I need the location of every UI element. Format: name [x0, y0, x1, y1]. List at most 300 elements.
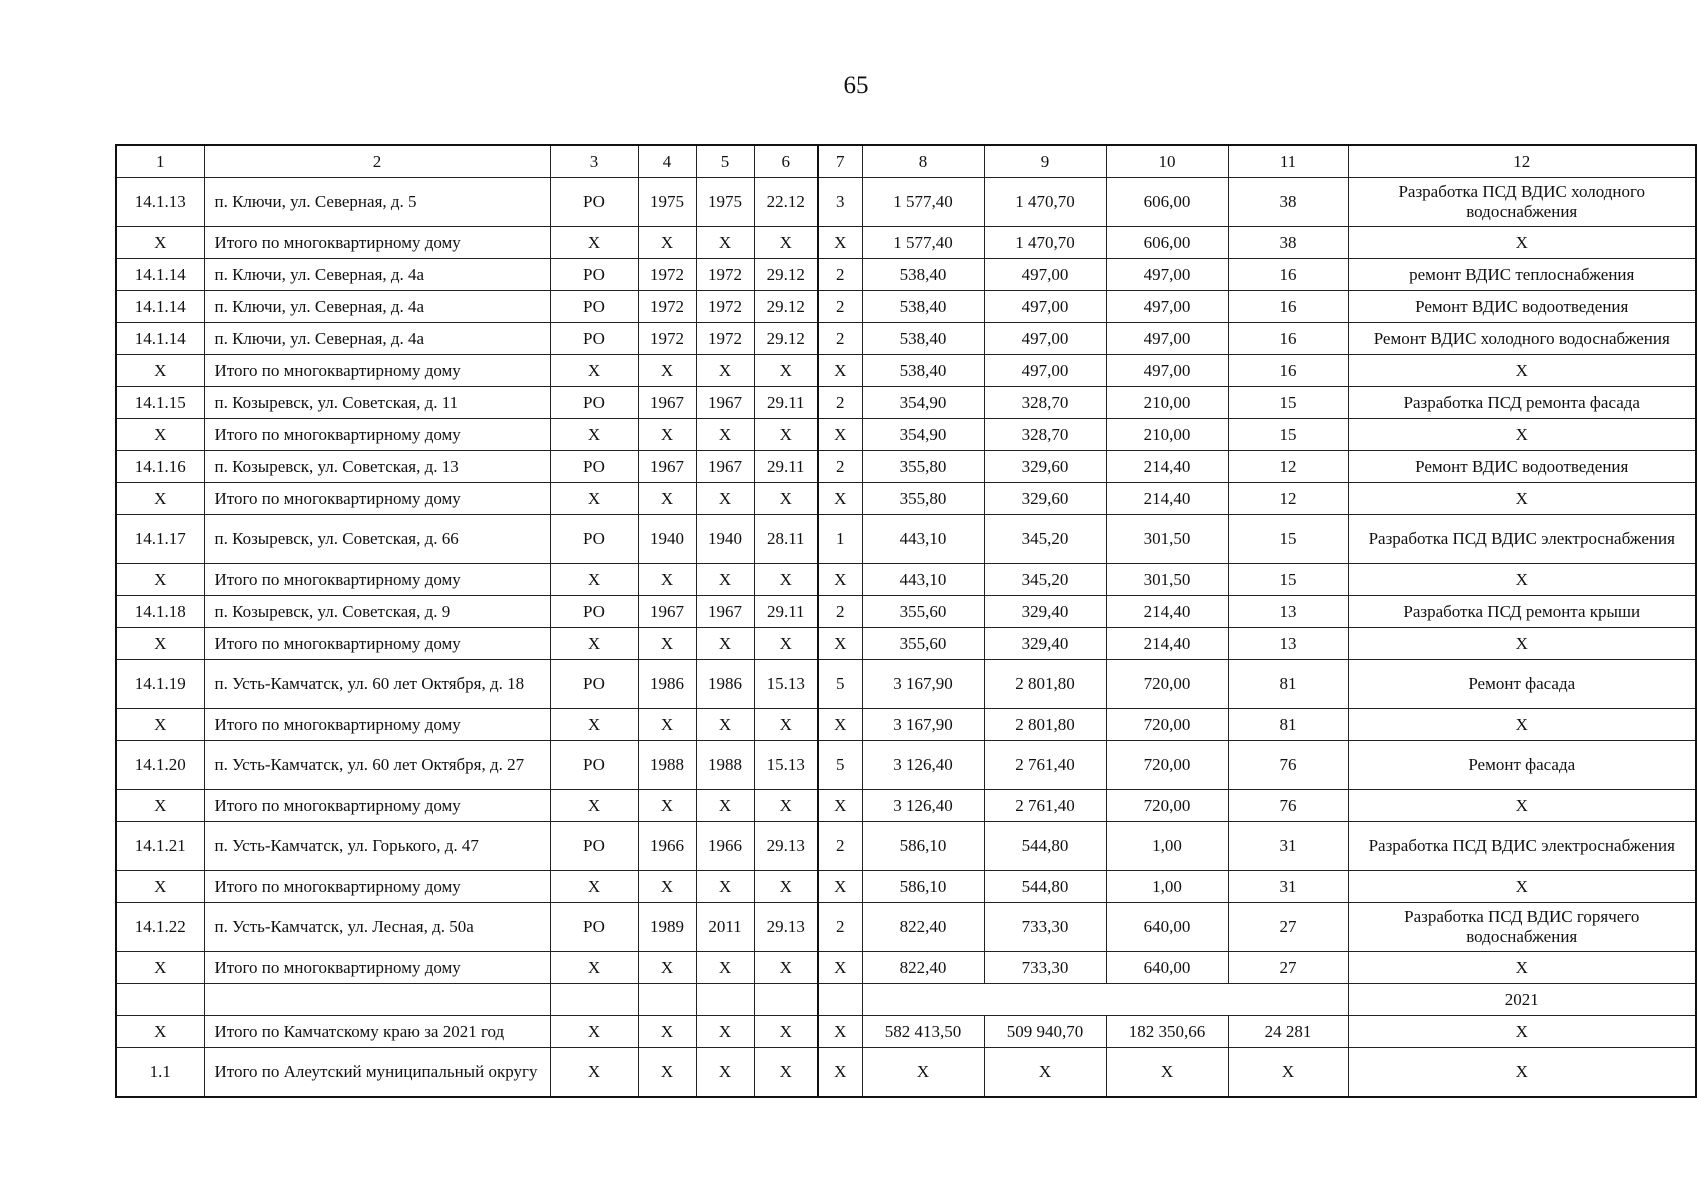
- cell-work-type: Х: [1348, 483, 1696, 515]
- header-cell-7: 7: [818, 145, 862, 178]
- cell-year-built: 1975: [638, 178, 696, 227]
- cell-area-total: 355,60: [862, 628, 984, 660]
- cell-address: Итого по многоквартирному дому: [204, 564, 550, 596]
- cell-num: Х: [116, 483, 204, 515]
- cell-date: Х: [754, 628, 818, 660]
- cell-work-type: Разработка ПСД ВДИС электроснабжения: [1348, 822, 1696, 871]
- table-row: [116, 596, 1696, 628]
- cell-address: Итого по многоквартирному дому: [204, 227, 550, 259]
- header-cell-11: 11: [1228, 145, 1348, 178]
- cell-area-common: 640,00: [1106, 952, 1228, 984]
- cell-area-total: 354,90: [862, 419, 984, 451]
- cell-work-type: Ремонт ВДИС водоотведения: [1348, 451, 1696, 483]
- cell-residents: 24 281: [1228, 1016, 1348, 1048]
- cell-floors: Х: [818, 355, 862, 387]
- cell-residents: 27: [1228, 952, 1348, 984]
- cell-type: [550, 984, 638, 1016]
- cell-residents: 12: [1228, 483, 1348, 515]
- cell-area-total: 822,40: [862, 952, 984, 984]
- table-row: [116, 741, 1696, 790]
- cell-year-commission: Х: [696, 355, 754, 387]
- cell-year-built: Х: [638, 1016, 696, 1048]
- cell-address: п. Козыревск, ул. Советская, д. 66: [204, 515, 550, 564]
- cell-type: Х: [550, 952, 638, 984]
- cell-area-common: Х: [1106, 1048, 1228, 1098]
- cell-area-total: 355,60: [862, 596, 984, 628]
- cell-num: Х: [116, 952, 204, 984]
- cell-type: Х: [550, 355, 638, 387]
- cell-num: 14.1.14: [116, 259, 204, 291]
- cell-area-common: 214,40: [1106, 596, 1228, 628]
- cell-area-living: 497,00: [984, 323, 1106, 355]
- cell-residents: 76: [1228, 741, 1348, 790]
- cell-address: п. Усть-Камчатск, ул. Лесная, д. 50а: [204, 903, 550, 952]
- cell-year-commission: Х: [696, 419, 754, 451]
- header-cell-1: 1: [116, 145, 204, 178]
- cell-num: 14.1.19: [116, 660, 204, 709]
- cell-floors: 5: [818, 741, 862, 790]
- cell-address: п. Усть-Камчатск, ул. 60 лет Октября, д. 27: [204, 741, 550, 790]
- cell-area-common: 1,00: [1106, 822, 1228, 871]
- cell-num: Х: [116, 564, 204, 596]
- header-cell-10: 10: [1106, 145, 1228, 178]
- cell-address: п. Усть-Камчатск, ул. Горького, д. 47: [204, 822, 550, 871]
- cell-area-common: 301,50: [1106, 515, 1228, 564]
- cell-area-common: 210,00: [1106, 419, 1228, 451]
- cell-work-type: Разработка ПСД ВДИС горячего водоснабжения: [1348, 903, 1696, 952]
- cell-area-living: 328,70: [984, 387, 1106, 419]
- cell-area-living: 345,20: [984, 564, 1106, 596]
- cell-work-type: Х: [1348, 355, 1696, 387]
- cell-area-total: 822,40: [862, 903, 984, 952]
- cell-work-type: Разработка ПСД ВДИС холодного водоснабжения: [1348, 178, 1696, 227]
- header-cell-6: 6: [754, 145, 818, 178]
- cell-year-commission: 1972: [696, 259, 754, 291]
- cell-work-type: Разработка ПСД ВДИС электроснабжения: [1348, 515, 1696, 564]
- cell-year-commission: [696, 984, 754, 1016]
- cell-year-built: Х: [638, 227, 696, 259]
- cell-year-commission: Х: [696, 952, 754, 984]
- cell-year-built: 1972: [638, 323, 696, 355]
- cell-date: 29.13: [754, 903, 818, 952]
- cell-year-built: Х: [638, 564, 696, 596]
- table-row: [116, 227, 1696, 259]
- cell-date: Х: [754, 709, 818, 741]
- cell-work-type: Ремонт фасада: [1348, 660, 1696, 709]
- cell-year-built: Х: [638, 709, 696, 741]
- cell-floors: 2: [818, 323, 862, 355]
- cell-date: Х: [754, 564, 818, 596]
- header-cell-5: 5: [696, 145, 754, 178]
- cell-area-living: 329,60: [984, 483, 1106, 515]
- cell-num: 14.1.14: [116, 291, 204, 323]
- cell-work-type: Х: [1348, 709, 1696, 741]
- cell-area-common: 720,00: [1106, 709, 1228, 741]
- cell-floors: Х: [818, 871, 862, 903]
- cell-type: РО: [550, 451, 638, 483]
- cell-type: РО: [550, 903, 638, 952]
- cell-date: 29.12: [754, 323, 818, 355]
- cell-floors: Х: [818, 1048, 862, 1098]
- cell-area-living: 544,80: [984, 822, 1106, 871]
- cell-num: 14.1.22: [116, 903, 204, 952]
- cell-floors: 1: [818, 515, 862, 564]
- cell-num: [116, 984, 204, 1016]
- cell-address: Итого по многоквартирному дому: [204, 355, 550, 387]
- cell-year-commission: 1967: [696, 596, 754, 628]
- header-cell-8: 8: [862, 145, 984, 178]
- cell-num: Х: [116, 355, 204, 387]
- cell-residents: 81: [1228, 660, 1348, 709]
- cell-work-type: Ремонт ВДИС водоотведения: [1348, 291, 1696, 323]
- cell-date: 29.12: [754, 291, 818, 323]
- cell-residents: 76: [1228, 790, 1348, 822]
- cell-work-type: Х: [1348, 1048, 1696, 1098]
- cell-work-type: Разработка ПСД ремонта крыши: [1348, 596, 1696, 628]
- cell-num: Х: [116, 871, 204, 903]
- cell-num: 14.1.17: [116, 515, 204, 564]
- cell-area-living: 1 470,70: [984, 178, 1106, 227]
- cell-residents: 27: [1228, 903, 1348, 952]
- cell-year-built: 1967: [638, 596, 696, 628]
- cell-year-commission: Х: [696, 871, 754, 903]
- cell-area-living: 1 470,70: [984, 227, 1106, 259]
- cell-year-commission: 1966: [696, 822, 754, 871]
- cell-area-total: 538,40: [862, 291, 984, 323]
- cell-year-built: 1966: [638, 822, 696, 871]
- cell-area-total: 538,40: [862, 323, 984, 355]
- cell-num: 14.1.13: [116, 178, 204, 227]
- cell-year-commission: 1967: [696, 451, 754, 483]
- header-cell-12: 12: [1348, 145, 1696, 178]
- cell-area-total: 538,40: [862, 259, 984, 291]
- cell-area-living: Х: [984, 1048, 1106, 1098]
- cell-date: Х: [754, 419, 818, 451]
- cell-year-built: 1988: [638, 741, 696, 790]
- cell-num: 14.1.21: [116, 822, 204, 871]
- cell-year-built: Х: [638, 952, 696, 984]
- page-number: 65: [843, 72, 869, 99]
- cell-address: п. Ключи, ул. Северная, д. 4а: [204, 291, 550, 323]
- cell-num: Х: [116, 628, 204, 660]
- cell-year-commission: Х: [696, 628, 754, 660]
- cell-date: Х: [754, 355, 818, 387]
- cell-residents: 15: [1228, 387, 1348, 419]
- cell-area-total: 582 413,50: [862, 1016, 984, 1048]
- cell-residents: 13: [1228, 628, 1348, 660]
- cell-year: 2021: [1348, 984, 1696, 1016]
- cell-work-type: Разработка ПСД ремонта фасада: [1348, 387, 1696, 419]
- cell-area-common: 640,00: [1106, 903, 1228, 952]
- cell-area-total: 355,80: [862, 483, 984, 515]
- cell-year-built: Х: [638, 790, 696, 822]
- cell-work-type: Х: [1348, 1016, 1696, 1048]
- cell-residents: 16: [1228, 355, 1348, 387]
- cell-type: РО: [550, 596, 638, 628]
- cell-floors: 2: [818, 387, 862, 419]
- cell-area-living: 329,60: [984, 451, 1106, 483]
- cell-address: Итого по многоквартирному дому: [204, 628, 550, 660]
- cell-year-built: 1986: [638, 660, 696, 709]
- cell-address: Итого по многоквартирному дому: [204, 419, 550, 451]
- table-row: [116, 660, 1696, 709]
- cell-area-living: 497,00: [984, 259, 1106, 291]
- table-row: [116, 259, 1696, 291]
- cell-type: РО: [550, 387, 638, 419]
- cell-date: 29.13: [754, 822, 818, 871]
- cell-date: 29.11: [754, 596, 818, 628]
- cell-residents: 38: [1228, 178, 1348, 227]
- cell-area-common: 606,00: [1106, 178, 1228, 227]
- table-row: [116, 903, 1696, 952]
- table-row: [116, 178, 1696, 227]
- cell-area-total: 1 577,40: [862, 178, 984, 227]
- cell-address: п. Ключи, ул. Северная, д. 4а: [204, 323, 550, 355]
- cell-area-total: 3 167,90: [862, 709, 984, 741]
- cell-year-built: Х: [638, 628, 696, 660]
- table-row: [116, 709, 1696, 741]
- cell-year-built: [638, 984, 696, 1016]
- header-row: [116, 145, 1696, 178]
- cell-address: Итого по многоквартирному дому: [204, 871, 550, 903]
- cell-work-type: Х: [1348, 952, 1696, 984]
- cell-type: РО: [550, 291, 638, 323]
- cell-area-common: 720,00: [1106, 741, 1228, 790]
- cell-area-living: 509 940,70: [984, 1016, 1106, 1048]
- header-cell-4: 4: [638, 145, 696, 178]
- cell-area-common: 214,40: [1106, 628, 1228, 660]
- housing-program-table: [115, 144, 1697, 1098]
- cell-floors: [818, 984, 862, 1016]
- cell-area-common: 214,40: [1106, 483, 1228, 515]
- cell-address: Итого по многоквартирному дому: [204, 483, 550, 515]
- cell-floors: Х: [818, 709, 862, 741]
- cell-year-commission: 1972: [696, 323, 754, 355]
- cell-year-commission: Х: [696, 227, 754, 259]
- table-row: [116, 564, 1696, 596]
- table-row: [116, 984, 1696, 1016]
- cell-type: Х: [550, 709, 638, 741]
- cell-date: 15.13: [754, 660, 818, 709]
- cell-area-common: 497,00: [1106, 355, 1228, 387]
- cell-area-total: 3 167,90: [862, 660, 984, 709]
- cell-type: РО: [550, 259, 638, 291]
- cell-address: п. Козыревск, ул. Советская, д. 9: [204, 596, 550, 628]
- cell-residents: 16: [1228, 259, 1348, 291]
- cell-floors: 5: [818, 660, 862, 709]
- cell-num: Х: [116, 709, 204, 741]
- cell-residents: 13: [1228, 596, 1348, 628]
- cell-year-built: Х: [638, 419, 696, 451]
- cell-work-type: Х: [1348, 227, 1696, 259]
- cell-area-living: 733,30: [984, 903, 1106, 952]
- cell-type: РО: [550, 178, 638, 227]
- cell-type: Х: [550, 628, 638, 660]
- cell-num: 14.1.16: [116, 451, 204, 483]
- table-row: [116, 822, 1696, 871]
- cell-address: п. Ключи, ул. Северная, д. 4а: [204, 259, 550, 291]
- cell-date: 29.11: [754, 387, 818, 419]
- cell-type: РО: [550, 822, 638, 871]
- cell-area-common: 301,50: [1106, 564, 1228, 596]
- cell-area-living: 2 801,80: [984, 660, 1106, 709]
- cell-year-commission: Х: [696, 564, 754, 596]
- cell-area-total: 538,40: [862, 355, 984, 387]
- cell-area-living: 329,40: [984, 628, 1106, 660]
- cell-year-built: 1940: [638, 515, 696, 564]
- cell-year-commission: Х: [696, 790, 754, 822]
- cell-type: Х: [550, 1016, 638, 1048]
- cell-residents: 15: [1228, 515, 1348, 564]
- cell-num: 1.1: [116, 1048, 204, 1098]
- cell-residents: 31: [1228, 822, 1348, 871]
- cell-address: Итого по многоквартирному дому: [204, 790, 550, 822]
- cell-type: Х: [550, 483, 638, 515]
- cell-address: п. Козыревск, ул. Советская, д. 13: [204, 451, 550, 483]
- cell-area-common: 182 350,66: [1106, 1016, 1228, 1048]
- cell-year-built: Х: [638, 871, 696, 903]
- header-cell-3: 3: [550, 145, 638, 178]
- cell-area-common: 497,00: [1106, 259, 1228, 291]
- cell-work-type: Х: [1348, 790, 1696, 822]
- cell-area-total: 443,10: [862, 515, 984, 564]
- cell-work-type: Ремонт ВДИС холодного водоснабжения: [1348, 323, 1696, 355]
- cell-year-commission: Х: [696, 1048, 754, 1098]
- cell-area-common: 497,00: [1106, 323, 1228, 355]
- cell-area-common: 720,00: [1106, 660, 1228, 709]
- cell-num: 14.1.18: [116, 596, 204, 628]
- cell-year-commission: 1967: [696, 387, 754, 419]
- cell-residents: Х: [1228, 1048, 1348, 1098]
- cell-num: Х: [116, 1016, 204, 1048]
- header-cell-2: 2: [204, 145, 550, 178]
- cell-residents: 81: [1228, 709, 1348, 741]
- cell-year-commission: 1988: [696, 741, 754, 790]
- cell-num: Х: [116, 419, 204, 451]
- cell-floors: Х: [818, 952, 862, 984]
- cell-year-built: Х: [638, 1048, 696, 1098]
- cell-area-common: 210,00: [1106, 387, 1228, 419]
- cell-floors: Х: [818, 419, 862, 451]
- cell-address: [204, 984, 550, 1016]
- cell-floors: 3: [818, 178, 862, 227]
- table-row: [116, 871, 1696, 903]
- cell-area-living: 497,00: [984, 291, 1106, 323]
- cell-work-type: Х: [1348, 628, 1696, 660]
- cell-type: РО: [550, 660, 638, 709]
- cell-floors: Х: [818, 628, 862, 660]
- cell-area-total: 1 577,40: [862, 227, 984, 259]
- table-row: [116, 323, 1696, 355]
- cell-type: РО: [550, 741, 638, 790]
- cell-address: Итого по Алеутский муниципальный округу: [204, 1048, 550, 1098]
- cell-area-living: 2 761,40: [984, 790, 1106, 822]
- cell-area-total: 3 126,40: [862, 741, 984, 790]
- cell-address: Итого по многоквартирному дому: [204, 709, 550, 741]
- cell-date: 29.11: [754, 451, 818, 483]
- cell-year-commission: 1986: [696, 660, 754, 709]
- cell-area-total: 354,90: [862, 387, 984, 419]
- cell-floors: 2: [818, 259, 862, 291]
- cell-year-commission: 1972: [696, 291, 754, 323]
- cell-date: Х: [754, 871, 818, 903]
- cell-area-total: 355,80: [862, 451, 984, 483]
- table-row: [116, 628, 1696, 660]
- cell-residents: 12: [1228, 451, 1348, 483]
- cell-type: Х: [550, 419, 638, 451]
- cell-residents: 16: [1228, 323, 1348, 355]
- cell-floors: 2: [818, 291, 862, 323]
- cell-work-type: Х: [1348, 564, 1696, 596]
- header-cell-9: 9: [984, 145, 1106, 178]
- cell-floors: Х: [818, 790, 862, 822]
- cell-date: Х: [754, 227, 818, 259]
- cell-address: п. Усть-Камчатск, ул. 60 лет Октября, д. 18: [204, 660, 550, 709]
- cell-area-living: 2 801,80: [984, 709, 1106, 741]
- cell-work-type: Ремонт фасада: [1348, 741, 1696, 790]
- cell-date: Х: [754, 483, 818, 515]
- cell-floors: 2: [818, 451, 862, 483]
- cell-area-common: 1,00: [1106, 871, 1228, 903]
- cell-residents: 15: [1228, 564, 1348, 596]
- cell-year-commission: Х: [696, 709, 754, 741]
- cell-floors: Х: [818, 483, 862, 515]
- cell-num: Х: [116, 790, 204, 822]
- cell-year-built: 1967: [638, 451, 696, 483]
- cell-date: Х: [754, 1048, 818, 1098]
- cell-floors: 2: [818, 903, 862, 952]
- cell-area-common: 606,00: [1106, 227, 1228, 259]
- cell-area-total: 586,10: [862, 871, 984, 903]
- cell-num: Х: [116, 227, 204, 259]
- cell-year-built: 1972: [638, 259, 696, 291]
- cell-work-type: Х: [1348, 419, 1696, 451]
- cell-area-total: Х: [862, 1048, 984, 1098]
- cell-year-built: 1989: [638, 903, 696, 952]
- cell-residents: 38: [1228, 227, 1348, 259]
- cell-area-living: 345,20: [984, 515, 1106, 564]
- cell-area-living: 733,30: [984, 952, 1106, 984]
- cell-year-built: Х: [638, 483, 696, 515]
- cell-floors: Х: [818, 1016, 862, 1048]
- cell-date: 22.12: [754, 178, 818, 227]
- cell-area-living: 2 761,40: [984, 741, 1106, 790]
- cell-year-built: 1967: [638, 387, 696, 419]
- table-row: [116, 419, 1696, 451]
- cell-floors: 2: [818, 822, 862, 871]
- table-row: [116, 483, 1696, 515]
- cell-year-built: Х: [638, 355, 696, 387]
- cell-area-total: 3 126,40: [862, 790, 984, 822]
- cell-floors: Х: [818, 227, 862, 259]
- table-row: [116, 355, 1696, 387]
- cell-residents: 15: [1228, 419, 1348, 451]
- cell-address: Итого по Камчатскому краю за 2021 год: [204, 1016, 550, 1048]
- cell-date: 15.13: [754, 741, 818, 790]
- cell-date: [754, 984, 818, 1016]
- table-row: [116, 451, 1696, 483]
- cell-type: Х: [550, 1048, 638, 1098]
- cell-area-living: 497,00: [984, 355, 1106, 387]
- cell-area-living: 329,40: [984, 596, 1106, 628]
- cell-year-commission: Х: [696, 483, 754, 515]
- cell-num: 14.1.15: [116, 387, 204, 419]
- cell-type: Х: [550, 227, 638, 259]
- cell-type: РО: [550, 515, 638, 564]
- table-row: [116, 515, 1696, 564]
- cell-area-common: 214,40: [1106, 451, 1228, 483]
- cell-area-common: 497,00: [1106, 291, 1228, 323]
